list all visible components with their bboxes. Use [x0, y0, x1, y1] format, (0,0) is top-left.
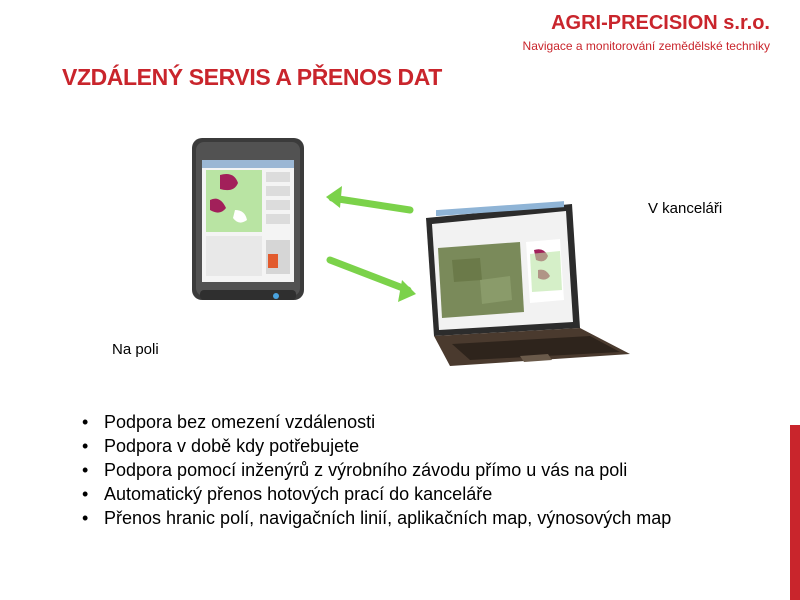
- bullet-icon: •: [82, 412, 89, 432]
- bullet-icon: •: [82, 460, 89, 480]
- list-item: [82, 410, 671, 434]
- list-item-text: Podpora bez omezení vzdálenosti: [104, 412, 376, 432]
- company-tagline: Navigace a monitorování zemědělské techniky: [522, 39, 770, 53]
- field-label: Na poli: [112, 341, 159, 358]
- list-item: [82, 434, 671, 458]
- sync-arrows-icon: [326, 186, 416, 302]
- list-item-text: Přenos hranic polí, navigačních linií, aplikačních map, výnosových map: [104, 508, 672, 528]
- company-name: AGRI-PRECISION s.r.o.: [551, 12, 770, 34]
- bullet-icon: •: [82, 436, 89, 456]
- list-item: [82, 506, 671, 530]
- list-item: [82, 458, 671, 482]
- list-item-text: Podpora pomocí inženýrů z výrobního závodu přímo u vás na poli: [104, 460, 628, 480]
- field-terminal-icon: [192, 138, 304, 300]
- bullet-icon: •: [82, 484, 89, 504]
- list-item: [82, 482, 671, 506]
- list-item-text: Automatický přenos hotových prací do kanceláře: [104, 484, 493, 504]
- laptop-icon: [426, 201, 630, 366]
- slide-title: VZDÁLENÝ SERVIS A PŘENOS DAT: [62, 64, 442, 90]
- bullet-icon: •: [82, 508, 89, 528]
- accent-bar: [790, 425, 800, 600]
- office-label: V kanceláři: [648, 200, 723, 217]
- bullet-list: [82, 410, 671, 530]
- list-item-text: Podpora v době kdy potřebujete: [104, 436, 360, 456]
- illustration: [180, 130, 640, 370]
